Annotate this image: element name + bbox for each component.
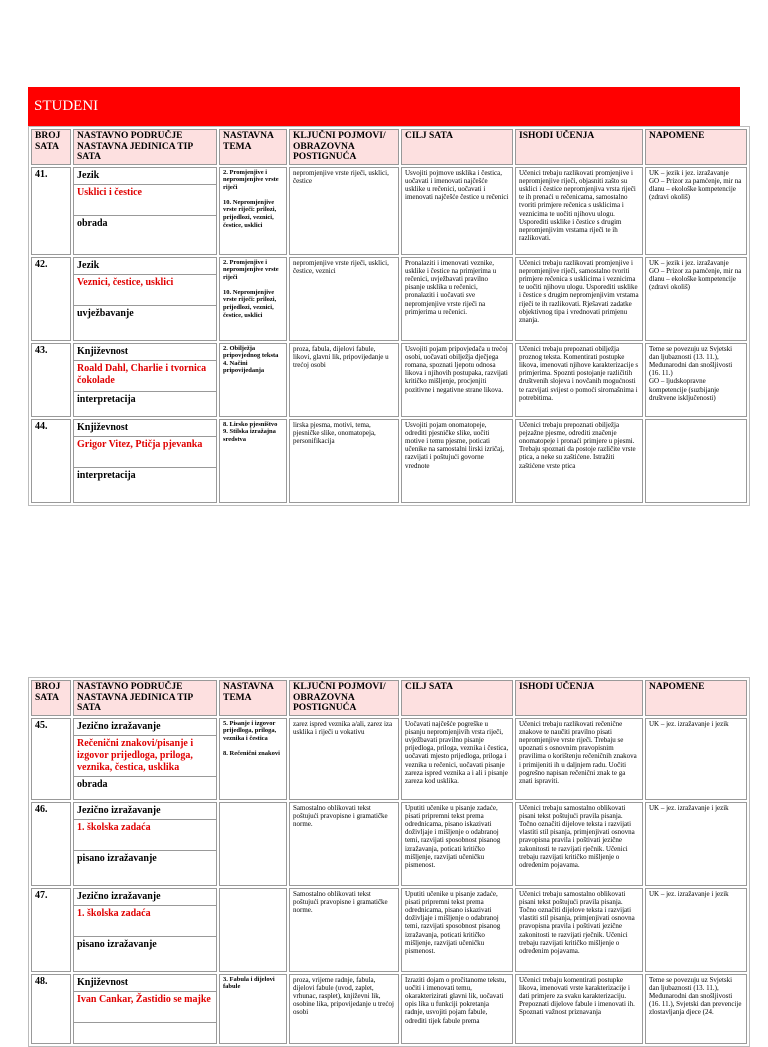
lesson-number: 45. (31, 718, 71, 800)
subject-area: Književnost (74, 344, 216, 361)
header-ishodi: ISHODI UČENJA (515, 680, 643, 716)
lesson-theme: 8. Lirsko pjesništvo 9. Stilska izražajna sredstva (219, 419, 287, 503)
lesson-type: obrada (77, 778, 108, 790)
lesson-notes: UK – jez. izražavanje i jezik (645, 888, 747, 972)
lesson-notes: Teme se povezuju uz Svjetski dan ljubaznosti (13. 11.), Međunarodni dan snošljivosti (16. 11.), Svjetski dan prevencije zlostavljanja djece (24. (645, 974, 747, 1044)
key-terms: nepromjenjive vrste riječi, usklici, čestice, veznici (289, 257, 399, 341)
table-row (31, 257, 747, 341)
lesson-area-cell (73, 167, 217, 255)
lesson-unit: 1. školska zadaća (74, 906, 216, 937)
lesson-area-cell (73, 343, 217, 417)
learning-outcomes: Učenici trebaju prepoznati obilježja proznog teksta. Komentirati postupke likova, imenovati njihove karakterizacije s primjerima. Spoznti postojanje različitih društvenih slojeva i novčanih mogućnosti te razvijati svijest o pomoći siromašnima i potrebitima. (515, 343, 643, 417)
lesson-number: 42. (31, 257, 71, 341)
lesson-theme: 5. Pisanje i izgovor prijedloga, priloga, veznika i čestica 8. Rečenični znakovi (219, 718, 287, 800)
header-napomene: NAPOMENE (645, 680, 747, 716)
lesson-goal: Uputiti učenike u pisanje zadaće, pisati pripremni tekst prema odrednicama, pisano iskazivati doživljaje i mišljenje o odabranoj temi, razvijati sposobnost pisanog izražavanja, poticati kritičko mišljenje, razvijati učeničku pismenost. (401, 888, 513, 972)
header-tema: NASTAVNA TEMA (219, 129, 287, 165)
subject-area: Jezično izražavanje (74, 889, 216, 906)
lesson-notes: UK – jez. izražavanje i jezik (645, 802, 747, 886)
lesson-type: uvježbavanje (77, 307, 134, 319)
header-broj: BROJ SATA (31, 680, 71, 716)
subject-area: Jezik (74, 258, 216, 275)
learning-outcomes: Učenici trebaju komentirati postupke likova, imenovati vrste karakterizacije i dati primjere za svaku karakterizaciju. Prepoznati dijelove fabule i imenovati ih. Spoznati važnost priznavanja (515, 974, 643, 1044)
header-cilj: CILJ SATA (401, 680, 513, 716)
lesson-number: 43. (31, 343, 71, 417)
learning-outcomes: Učenici trebaju razlikovati promjenjive i nepromjenjive riječi, samostalno tvoriti primjere rečenica s usklicima i veznicima te uočiti njihovu ulogu. Usporediti usklike i čestice s drugim nepromjenjivim vrstama riječi te ih razlikovati. Rješavati zadatke objektivnog tipa i vrednovati primjenu znanja. (515, 257, 643, 341)
lesson-notes (645, 419, 747, 503)
lesson-type: obrada (77, 217, 108, 229)
key-terms: lirska pjesma, motivi, tema, pjesničke slike, onomatopeja, personifikacija (289, 419, 399, 503)
lesson-notes: UK – jezik i jez. izražavanje GO – Prizor za pamćenje, mir na dlanu – ekološke kompetencije (zdravi okoliš) (645, 257, 747, 341)
lesson-unit: Ivan Cankar, Žastidio se majke (74, 992, 216, 1023)
lesson-number: 44. (31, 419, 71, 503)
subject-area: Jezik (74, 168, 216, 185)
table-row (31, 802, 747, 886)
lesson-unit: Grigor Vitez, Ptičja pjevanka (74, 437, 216, 468)
learning-outcomes: Učenici trebaju prepoznati obilježja pejzažne pjesme, odrediti značenje onomatopeje i pronaći primjere u pjesmi. Trebaju spoznati da postoje različite vrste ptica, a neke su zaštićene. Istražiti zaštićene vrste ptica (515, 419, 643, 503)
table-row (31, 167, 747, 255)
lesson-area-cell (73, 888, 217, 972)
month-banner: STUDENI (28, 87, 740, 126)
header-cilj: CILJ SATA (401, 129, 513, 165)
subject-area: Jezično izražavanje (74, 719, 216, 736)
header-tema: NASTAVNA TEMA (219, 680, 287, 716)
subject-area: Jezično izražavanje (74, 803, 216, 820)
lesson-area-cell (73, 802, 217, 886)
key-terms: proza, fabula, dijelovi fabule, likovi, glavni lik, pripovijedanje u trećoj osobi (289, 343, 399, 417)
lesson-type: interpretacija (77, 469, 136, 481)
lesson-notes: Teme se povezuju uz Svjetski dan ljubaznosti (13. 11.), Međunarodni dan snošljivosti (16. 11.) GO – ljudskopravne kompetencije (suzbijanje društvene isključenosti) (645, 343, 747, 417)
lesson-notes: UK – jezik i jez. izražavanje GO – Prizor za pamćenje, mir na dlanu – ekološke kompetencije (zdravi okoliš) (645, 167, 747, 255)
lesson-type: interpretacija (77, 393, 136, 405)
lesson-goal: Usvojiti pojam onomatopeje, odrediti pjesničke slike, uočiti motive i temu pjesme, poticati učenike na samostalni lirski izričaj, razvijati i poštujući govorne vrednote (401, 419, 513, 503)
header-podrucje: NASTAVNO PODRUČJE NASTAVNA JEDINICA TIP SATA (73, 129, 217, 165)
lesson-goal: Usvojiti pojmove usklika i čestica, uočavati i imenovati najčešće usklike u rečenici, uočavati i imenovati najčešće čestice u rečenici (401, 167, 513, 255)
lesson-area-cell (73, 419, 217, 503)
table-header (31, 129, 747, 165)
key-terms: Samostalno oblikovati tekst poštujući pravopisne i gramatičke norme. (289, 802, 399, 886)
table-row (31, 974, 747, 1044)
table-header (31, 680, 747, 716)
lesson-theme: 3. Fabula i dijelovi fabule (219, 974, 287, 1044)
lesson-area-cell (73, 718, 217, 800)
table-row (31, 343, 747, 417)
lesson-type: pisano izražavanje (77, 938, 157, 950)
lesson-theme (219, 802, 287, 886)
table-row (31, 718, 747, 800)
subject-area: Književnost (74, 975, 216, 992)
lesson-area-cell (73, 257, 217, 341)
lesson-unit: Veznici, čestice, usklici (74, 275, 216, 306)
lesson-theme: 2. Obilježja pripovjednog teksta 4. Načini pripovijedanja (219, 343, 287, 417)
lesson-unit: Rečenični znakovi/pisanje i izgovor prijedloga, priloga, veznika, čestica, usklika (74, 736, 216, 777)
header-napomene: NAPOMENE (645, 129, 747, 165)
lesson-notes: UK – jez. izražavanje i jezik (645, 718, 747, 800)
plan-table-1 (28, 126, 750, 506)
header-broj: BROJ SATA (31, 129, 71, 165)
learning-outcomes: Učenici trebaju razlikovati promjenjive i nepromjenjive riječi, objasniti zašto su usklici i čestice nepromjenjiva vrsta riječi te ih prenaći u rečenicama, samostalno tvoriti primjere rečenica s usklicima i veznicima te uočiti njihovu ulogu. Usporediti usklike i čestice s drugim nepromjenjivim vrstama riječi te ih razlikovati. (515, 167, 643, 255)
header-ishodi: ISHODI UČENJA (515, 129, 643, 165)
lesson-goal: Usvojiti pojam pripovjedača u trećoj osobi, uočavati obilježja dječjega romana, spoznati ljepotu odnosa likova i njihovih postupaka, razvijati kritičko mišljenje, procjenjiti pozitivne i negativne strane likova. (401, 343, 513, 417)
lesson-number: 46. (31, 802, 71, 886)
lesson-goal: Uputiti učenike u pisanje zadaće, pisati pripremni tekst prema odrednicama, pisano iskazivati doživljaje i mišljenje o odabranoj temi, razvijati sposobnost pisanog izražavanja, poticati kritičko mišljenje, razvijati učeničku pismenost. (401, 802, 513, 886)
key-terms: Samostalno oblikovati tekst poštujući pravopisne i gramatičke norme. (289, 888, 399, 972)
lesson-number: 41. (31, 167, 71, 255)
lesson-type (74, 1023, 216, 1027)
lesson-goal: Izraziti dojam o pročitanome tekstu, uočiti i imenovati temu, okarakterizirati glavni lik, uočavati opis lika u funkciji pokretanja radnje, usvojiti pojam fabule, odrediti tijek fabule prema (401, 974, 513, 1044)
lesson-theme (219, 888, 287, 972)
lesson-goal: Pronalaziti i imenovati veznike, usklike i čestice na primjerima u rečenici, uvježbavati pravilno pisanje usklika u rečenici, pronalaziti i uočavati sve nepromjenjive vrste riječi na primjerima u rečenici. (401, 257, 513, 341)
lesson-goal: Uočavati najčešće pogreške u pisanju nepromjenjivih vrsta riječi, uvježbavati pravilno pisanje prijedloga, priloga, veznika i čestica, uočavati mjesto prijedloga, priloga i veznika u rečenici, uočavati pisanje zareza ispred veznika a i ali i pisanje zareza kod usklika. (401, 718, 513, 800)
lesson-theme: 2. Promjenjive i nepromjenjive vrste riječi 10. Nepromjenjive vrste riječi: prilozi, prijedlozi, veznici, čestice, usklici (219, 257, 287, 341)
lesson-area-cell (73, 974, 217, 1044)
header-pojmovi: KLJUČNI POJMOVI/ OBRAZOVNA POSTIGNUĆA (289, 680, 399, 716)
header-pojmovi: KLJUČNI POJMOVI/ OBRAZOVNA POSTIGNUĆA (289, 129, 399, 165)
learning-outcomes: Učenici trebaju samostalno oblikovati pisani tekst poštujući pravila pisanja. Točno označiti dijelove teksta i razvijati vlastiti stil pisanja, primjenjivati osnovna pravopisna pravila i poštivati jezične zakonitosti te razvijati rječnik. Učenici trebaju razvijati kritičko mišljenje o određenim pojavama. (515, 802, 643, 886)
lesson-type: pisano izražavanje (77, 852, 157, 864)
key-terms: zarez ispred veznika a/ali, zarez iza usklika i riječi u vokativu (289, 718, 399, 800)
subject-area: Književnost (74, 420, 216, 437)
lesson-unit: Roald Dahl, Charlie i tvornica čokolade (74, 361, 216, 392)
plan-table-2 (28, 677, 750, 1047)
lesson-number: 48. (31, 974, 71, 1044)
lesson-theme: 2. Promjenjive i nepromjenjive vrste riječi 10. Nepromjenjive vrste riječi: prilozi, prijedlozi, veznici, čestice, usklici (219, 167, 287, 255)
table-row (31, 419, 747, 503)
lesson-number: 47. (31, 888, 71, 972)
lesson-unit: Usklici i čestice (74, 185, 216, 216)
key-terms: nepromjenjive vrste riječi, usklici, čestice (289, 167, 399, 255)
learning-outcomes: Učenici trebaju razlikovati rečenične znakove te naučiti pravilno pisati nepromjenjive vrste riječi. Trebaju se upoznati s osnovnim pravopisnim pravilima o korištenju rečeničnih znakova i primijeniti ih u daljnjem radu. Uočiti pogrešno napisan rečenični znak te ga znati ispraviti. (515, 718, 643, 800)
header-podrucje: NASTAVNO PODRUČJE NASTAVNA JEDINICA TIP SATA (73, 680, 217, 716)
table-row (31, 888, 747, 972)
learning-outcomes: Učenici trebaju samostalno oblikovati pisani tekst poštujući pravila pisanja. Točno označiti dijelove teksta i razvijati vlastiti stil pisanja, primjenjivati osnovna pravopisna pravila i poštivati jezične zakonitosti te razvijati rječnik. Učenici trebaju razvijati kritičko mišljenje o određenim pojavama. (515, 888, 643, 972)
key-terms: proza, vrijeme radnje, fabula, dijelovi fabule (uvod, zaplet, vrhunac, rasplet), književni lik, osobine lika, pripovijedanje u trećoj osobi (289, 974, 399, 1044)
lesson-unit: 1. školska zadaća (74, 820, 216, 851)
